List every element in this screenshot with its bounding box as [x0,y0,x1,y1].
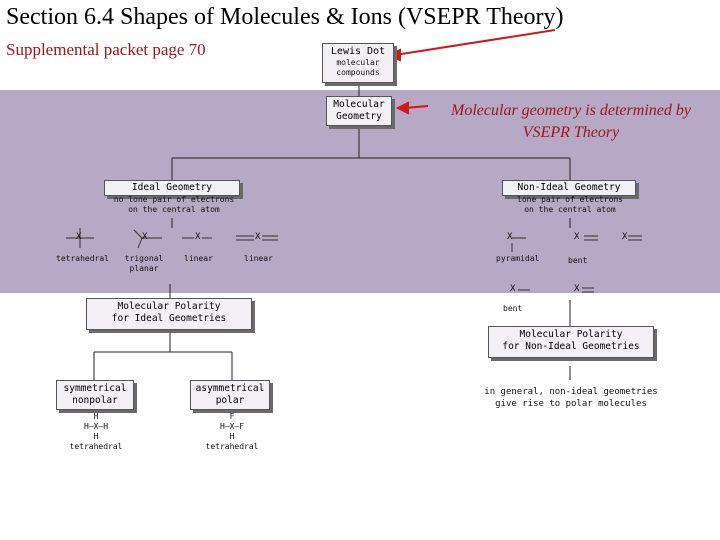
ideal-geometry-title: Ideal Geometry [131,182,213,193]
asymmetrical-line1: asymmetrical [195,383,265,394]
non-ideal-note-line1: in general, non-ideal geometries [484,387,658,397]
ideal-shape-1-symbol: X [76,232,82,242]
asymmetrical-label: tetrahedral [205,442,259,451]
lewis-dot-title: Lewis Dot [330,46,386,57]
non-ideal-shape-3-symbol: X [622,232,628,242]
asymmetrical-line2: polar [215,395,245,406]
polarity-non-ideal-line2: for Non-Ideal Geometries [502,341,640,352]
non-ideal-shape-4-label: bent [503,304,523,313]
polarity-non-ideal-box [488,326,654,358]
ideal-desc-1: no lone pair of electrons [113,195,235,204]
non-ideal-shape-2-symbol: X [574,232,580,242]
asymmetrical-bottom: H [229,432,235,441]
ideal-desc-2: on the central atom [128,205,220,214]
polarity-ideal-line1: Molecular Polarity [117,301,221,312]
molecular-geometry-line2: Geometry [336,111,382,122]
non-ideal-shape-1-label: pyramidal [496,254,540,263]
ideal-shape-2-label-1: trigonal [124,254,164,263]
symmetrical-molecule [56,412,136,452]
page-title: Section 6.4 Shapes of Molecules & Ions (VSEPR Theory) [6,4,564,30]
callout-line2: VSEPR Theory [522,124,620,141]
lewis-dot-box [322,43,394,83]
symmetrical-top: H [93,412,99,421]
symmetrical-mid: H—X—H [83,422,109,431]
symmetrical-box [56,380,134,410]
non-ideal-shape-4-symbol: X [510,284,516,294]
non-ideal-shape-1-symbol: X [507,232,513,242]
ideal-shape-3-symbol: X [195,232,201,242]
molecular-geometry-box [326,96,392,126]
non-ideal-geometry-box [502,180,636,196]
polarity-ideal-box [86,298,252,330]
polarity-ideal-line2: for Ideal Geometries [111,313,227,324]
page-subtitle: Supplemental packet page 70 [6,40,206,59]
lewis-dot-sub2: compounds [336,68,380,77]
polarity-non-ideal-line1: Molecular Polarity [519,329,623,340]
non-ideal-geometry-desc [500,195,640,215]
ideal-shape-2-label [120,254,168,274]
molecular-geometry-line1: Molecular [333,99,385,110]
asymmetrical-molecule [190,412,274,452]
non-ideal-note [468,386,674,410]
non-ideal-desc-2: on the central atom [524,205,616,214]
callout-text [426,100,716,144]
ideal-shape-3-label: linear [184,254,213,263]
lewis-dot-sub1: molecular [336,58,380,67]
ideal-shape-1-label: tetrahedral [56,254,109,263]
symmetrical-bottom: H [93,432,99,441]
non-ideal-note-line2: give rise to polar molecules [495,399,647,409]
callout-line1: Molecular geometry is determined by [451,102,691,119]
asymmetrical-top: F [229,412,235,421]
ideal-shape-4-label: linear [244,254,273,263]
ideal-shape-2-label-2: planar [129,264,159,273]
symmetrical-line2: nonpolar [72,395,118,406]
ideal-shape-2-symbol: X [142,232,148,242]
asymmetrical-mid: H—X—F [219,422,245,431]
symmetrical-line1: symmetrical [63,383,127,394]
non-ideal-shape-2-label: bent [568,256,588,265]
non-ideal-geometry-title: Non-Ideal Geometry [517,182,621,193]
symmetrical-label: tetrahedral [69,442,123,451]
non-ideal-desc-1: lone pair of electrons [517,195,623,204]
ideal-geometry-desc [104,195,244,215]
asymmetrical-box [190,380,270,410]
ideal-shape-4-symbol: X [255,232,261,242]
non-ideal-shape-5-symbol: X [574,284,580,294]
ideal-geometry-box [104,180,240,196]
